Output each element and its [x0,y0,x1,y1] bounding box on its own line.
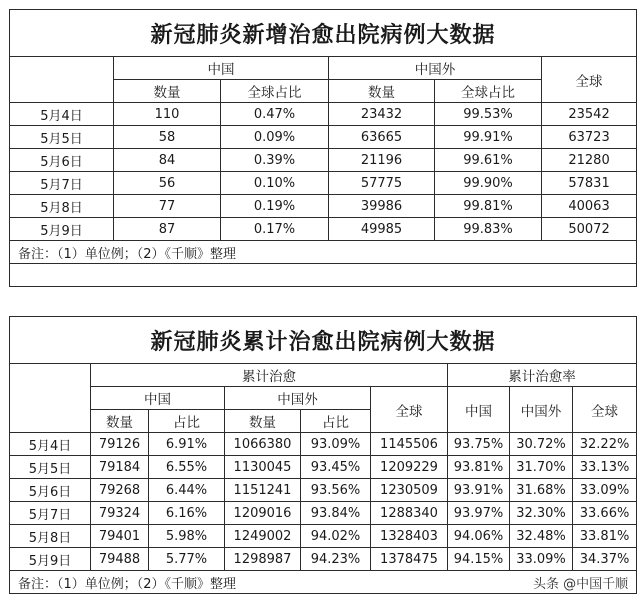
header-china-share: 全球占比 [221,80,329,103]
cell-global: 1230509 [371,479,448,502]
cell-outside-share: 99.53% [435,103,542,126]
header-cumulative: 累计治愈 [91,364,448,387]
cell-rate-outside: 31.70% [510,456,573,479]
header-global: 全球 [542,57,637,103]
cell-rate-global: 32.22% [573,433,637,456]
cell-date: 5月5日 [10,126,114,149]
cell-global: 40063 [542,195,637,218]
cell-outside-share: 99.61% [435,149,542,172]
table-row [10,126,637,149]
header-corner [10,364,91,433]
cell-outside-share: 99.81% [435,195,542,218]
table-note: 备注：（1）单位例；（2）《千顺》整理 [10,241,637,264]
cell-rate-global: 33.81% [573,525,637,548]
header-corner [10,57,114,103]
cell-rate-china: 93.75% [448,433,510,456]
cell-global: 57831 [542,172,637,195]
table-note-row [10,571,637,594]
cell-rate-outside: 31.68% [510,479,573,502]
cell-outside-count: 63665 [329,126,435,149]
cell-china-share: 5.77% [149,548,225,571]
cell-global: 1209229 [371,456,448,479]
cell-china-count: 87 [114,218,221,241]
table-row [10,149,637,172]
header-outside-count: 数量 [225,410,301,433]
cell-china-count: 56 [114,172,221,195]
cell-china-count: 79401 [91,525,149,548]
cell-rate-global: 33.13% [573,456,637,479]
header-outside-share: 全球占比 [435,80,542,103]
cell-outside-count: 1151241 [225,479,301,502]
header-china: 中国 [114,57,329,80]
header-outside-china: 中国外 [329,57,542,80]
cell-outside-count: 1298987 [225,548,301,571]
cell-rate-outside: 33.09% [510,548,573,571]
cell-outside-count: 1209016 [225,502,301,525]
cell-rate-china: 94.06% [448,525,510,548]
header-rate-outside: 中国外 [510,387,573,433]
header-china-count: 数量 [114,80,221,103]
cell-outside-count: 23432 [329,103,435,126]
cell-china-count: 84 [114,149,221,172]
cell-china-share: 6.44% [149,479,225,502]
header-global: 全球 [371,387,448,433]
cell-global: 50072 [542,218,637,241]
table-note: 备注：（1）单位例；（2）《千顺》整理 [18,576,237,592]
empty-row [10,264,637,287]
cell-outside-share: 93.84% [301,502,371,525]
header-china-count: 数量 [91,410,149,433]
cumulative-recoveries-table [9,316,637,594]
cell-rate-global: 34.37% [573,548,637,571]
cell-china-share: 6.55% [149,456,225,479]
table-row [10,525,637,548]
cell-outside-share: 94.23% [301,548,371,571]
cell-outside-share: 93.09% [301,433,371,456]
table-row [10,218,637,241]
header-rate-global: 全球 [573,387,637,433]
table-row [10,433,637,456]
cell-date: 5月5日 [10,456,91,479]
cell-outside-share: 93.45% [301,456,371,479]
cell-rate-outside: 32.30% [510,502,573,525]
header-outside-share: 占比 [301,410,371,433]
cell-outside-share: 94.02% [301,525,371,548]
header-china: 中国 [91,387,225,410]
cell-rate-china: 93.81% [448,456,510,479]
cell-outside-count: 1130045 [225,456,301,479]
header-rate-china: 中国 [448,387,510,433]
cell-date: 5月7日 [10,172,114,195]
cell-rate-china: 94.15% [448,548,510,571]
cell-date: 5月9日 [10,548,91,571]
cell-outside-count: 1066380 [225,433,301,456]
table-row [10,195,637,218]
cell-date: 5月4日 [10,433,91,456]
cell-china-share: 0.10% [221,172,329,195]
cell-outside-count: 39986 [329,195,435,218]
table-row [10,479,637,502]
cell-date: 5月7日 [10,502,91,525]
table-row [10,103,637,126]
cell-date: 5月8日 [10,195,114,218]
cell-outside-count: 21196 [329,149,435,172]
cell-rate-china: 93.97% [448,502,510,525]
cell-china-count: 110 [114,103,221,126]
header-cumulative-rate: 累计治愈率 [448,364,637,387]
cell-global: 1288340 [371,502,448,525]
cell-date: 5月6日 [10,479,91,502]
table-row [10,502,637,525]
cell-rate-outside: 30.72% [510,433,573,456]
cell-outside-count: 1249002 [225,525,301,548]
cell-global: 1378475 [371,548,448,571]
cell-outside-share: 99.90% [435,172,542,195]
cell-date: 5月4日 [10,103,114,126]
cell-outside-share: 99.91% [435,126,542,149]
cell-china-count: 58 [114,126,221,149]
cell-china-count: 79126 [91,433,149,456]
cell-china-count: 79324 [91,502,149,525]
cell-global: 21280 [542,149,637,172]
cell-china-share: 0.19% [221,195,329,218]
cell-china-share: 0.39% [221,149,329,172]
cell-china-share: 6.91% [149,433,225,456]
cell-global: 63723 [542,126,637,149]
cell-outside-count: 57775 [329,172,435,195]
cell-global: 23542 [542,103,637,126]
table-title: 新冠肺炎累计治愈出院病例大数据 [10,317,637,364]
cell-date: 5月6日 [10,149,114,172]
cell-china-share: 6.16% [149,502,225,525]
cell-rate-outside: 32.48% [510,525,573,548]
table-row [10,172,637,195]
cell-outside-share: 93.56% [301,479,371,502]
header-china-share: 占比 [149,410,225,433]
cell-china-count: 79268 [91,479,149,502]
table-row [10,456,637,479]
cell-china-count: 77 [114,195,221,218]
cell-china-count: 79488 [91,548,149,571]
cell-global: 1328403 [371,525,448,548]
watermark: 头条 @中国千顺 [532,576,629,592]
table-title: 新冠肺炎新增治愈出院病例大数据 [10,10,637,57]
cell-date: 5月9日 [10,218,114,241]
cell-china-count: 79184 [91,456,149,479]
cell-rate-china: 93.91% [448,479,510,502]
new-recoveries-table [9,9,637,287]
cell-date: 5月8日 [10,525,91,548]
cell-outside-share: 99.83% [435,218,542,241]
cell-rate-global: 33.66% [573,502,637,525]
header-outside-count: 数量 [329,80,435,103]
cell-china-share: 0.47% [221,103,329,126]
header-outside-china: 中国外 [225,387,371,410]
cell-global: 1145506 [371,433,448,456]
cell-china-share: 0.09% [221,126,329,149]
cell-outside-count: 49985 [329,218,435,241]
cell-china-share: 5.98% [149,525,225,548]
cell-rate-global: 33.09% [573,479,637,502]
cell-china-share: 0.17% [221,218,329,241]
table-row [10,548,637,571]
